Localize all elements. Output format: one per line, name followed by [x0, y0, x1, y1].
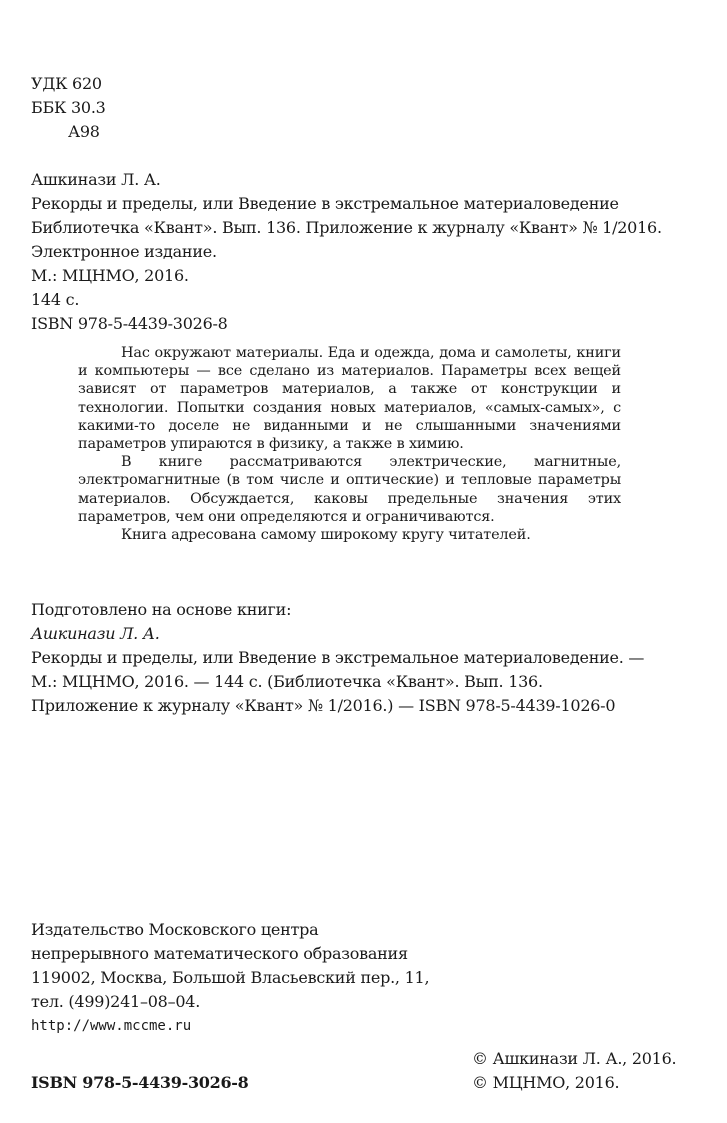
source-line: Рекорды и пределы, или Введение в экстремальное материаловедение. —	[31, 648, 645, 667]
annotation-paragraph: Книга адресована самому широкому кругу читателей.	[121, 527, 531, 544]
edition-type: Электронное издание.	[31, 242, 217, 261]
book-title: Рекорды и пределы, или Введение в экстремальное материаловедение	[31, 194, 619, 213]
publication-imprint: М.: МЦНМО, 2016.	[31, 266, 189, 285]
book-series: Библиотечка «Квант». Вып. 136. Приложение к журналу «Квант» № 1/2016.	[31, 218, 662, 237]
copyright-author: © Ашкинази Л. А., 2016.	[472, 1049, 677, 1068]
publisher-name-cont: непрерывного математического образования	[31, 944, 408, 963]
source-book-note	[31, 598, 644, 718]
page-count: 144 с.	[31, 290, 80, 309]
udk-code: УДК 620	[31, 74, 102, 93]
annotation-paragraph: Нас окружают материалы. Еда и одежда, дома и самолеты, книги и компьютеры — все сделано из материалов. Параметры всех вещей зависят от параметров материалов, а также от конструкции и технологии. Попытки создания новых материалов, «самых-самых», с какими-то доселе не виданными и не слышанными значениями параметров упираются в физику, а также в химию.	[78, 345, 621, 453]
book-author: Ашкинази Л. А.	[31, 170, 161, 189]
isbn: ISBN 978-5-4439-3026-8	[31, 314, 228, 333]
publisher-address: 119002, Москва, Большой Власьевский пер., 11,	[31, 968, 430, 987]
publisher-url[interactable]: http://www.mccme.ru	[31, 1018, 192, 1034]
source-intro: Подготовлено на основе книги:	[31, 600, 292, 619]
copyright-publisher: © МЦНМО, 2016.	[472, 1073, 620, 1092]
publisher-phone: тел. (499)241–08–04.	[31, 992, 201, 1011]
source-line: М.: МЦНМО, 2016. — 144 с. (Библиотечка «Квант». Вып. 136.	[31, 672, 543, 691]
copyright-block	[472, 1047, 676, 1095]
annotation-paragraph: В книге рассматриваются электрические, магнитные, электромагнитные (в том числе и оптические) и тепловые параметры материалов. Обсуждается, каковы предельные значения этих параметров, чем они определяются и ограничиваются.	[78, 454, 621, 525]
footer-isbn: ISBN 978-5-4439-3026-8	[31, 1073, 249, 1092]
classification-block	[31, 72, 106, 144]
source-line: Приложение к журналу «Квант» № 1/2016.) — ISBN 978-5-4439-1026-0	[31, 696, 616, 715]
source-author: Ашкинази Л. А.	[31, 624, 160, 643]
publisher-info	[31, 918, 429, 1038]
bbk-code: ББК 30.3	[31, 98, 106, 117]
bibliographic-record	[31, 168, 662, 336]
annotation	[78, 344, 621, 544]
author-sign: А98	[68, 122, 100, 141]
publisher-name: Издательство Московского центра	[31, 920, 319, 939]
